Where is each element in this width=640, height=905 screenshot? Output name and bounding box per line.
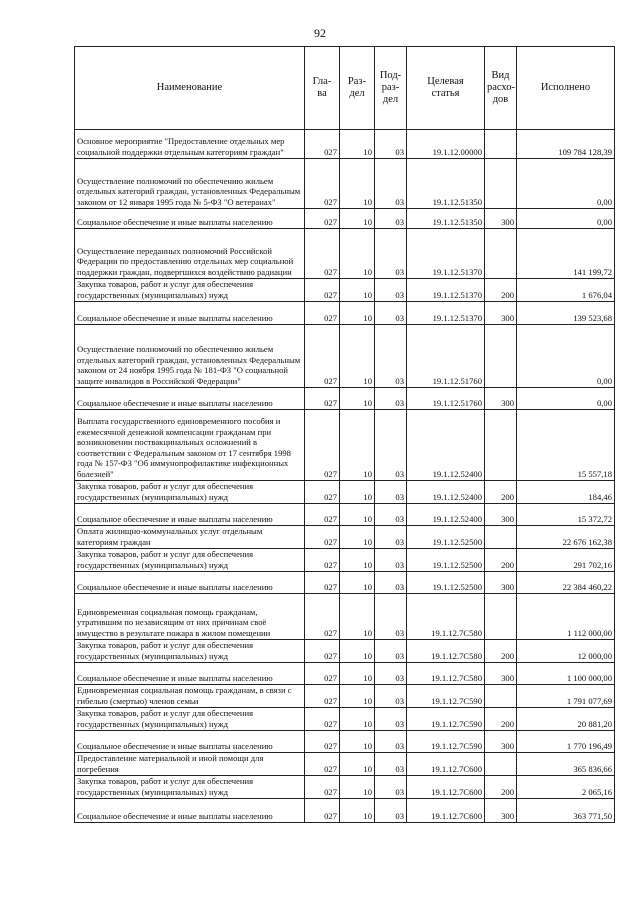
row-glava-cell: 027 xyxy=(305,799,340,823)
header-glava: Гла- ва xyxy=(305,47,340,130)
row-glava-cell: 027 xyxy=(305,279,340,302)
row-glava-cell: 027 xyxy=(305,481,340,504)
row-name-cell: Предоставление материальной и иной помощи для погребения xyxy=(75,753,305,776)
header-ispolneno: Исполнено xyxy=(517,47,615,130)
row-vid-cell: 200 xyxy=(485,279,517,302)
row-amount-cell: 1 100 000,00 xyxy=(517,663,615,685)
row-vid-cell: 300 xyxy=(485,388,517,410)
row-target-cell: 19.1.12.00000 xyxy=(407,130,485,159)
row-podrazdel-cell: 03 xyxy=(375,388,407,410)
row-target-cell: 19.1.12.51370 xyxy=(407,302,485,325)
row-amount-cell: 141 199,72 xyxy=(517,229,615,279)
row-vid-cell: 300 xyxy=(485,302,517,325)
row-name-cell: Закупка товаров, работ и услуг для обеспечения государственных (муниципальных) нужд xyxy=(75,776,305,799)
row-podrazdel-cell: 03 xyxy=(375,504,407,526)
row-target-cell: 19.1.12.7С600 xyxy=(407,753,485,776)
row-target-cell: 19.1.12.7С580 xyxy=(407,594,485,640)
row-vid-cell: 200 xyxy=(485,708,517,731)
row-podrazdel-cell: 03 xyxy=(375,731,407,753)
row-target-cell: 19.1.12.7С600 xyxy=(407,776,485,799)
row-razdel-cell: 10 xyxy=(340,526,375,549)
row-razdel-cell: 10 xyxy=(340,325,375,388)
row-amount-cell: 20 881,20 xyxy=(517,708,615,731)
row-vid-cell: 300 xyxy=(485,663,517,685)
row-razdel-cell: 10 xyxy=(340,731,375,753)
row-amount-cell: 2 065,16 xyxy=(517,776,615,799)
row-razdel-cell: 10 xyxy=(340,799,375,823)
row-name-cell: Единовременная социальная помощь гражданам, в связи с гибелью (смертью) членов семьи xyxy=(75,685,305,708)
table-row xyxy=(75,209,615,229)
row-vid-cell xyxy=(485,229,517,279)
table-row xyxy=(75,504,615,526)
table-header-row xyxy=(75,47,615,130)
row-podrazdel-cell: 03 xyxy=(375,302,407,325)
table-row xyxy=(75,481,615,504)
row-vid-cell xyxy=(485,753,517,776)
row-amount-cell: 22 676 162,38 xyxy=(517,526,615,549)
row-target-cell: 19.1.12.51350 xyxy=(407,209,485,229)
header-podrazdel: Под- раз- дел xyxy=(375,47,407,130)
row-amount-cell: 0,00 xyxy=(517,159,615,209)
row-glava-cell: 027 xyxy=(305,753,340,776)
row-glava-cell: 027 xyxy=(305,504,340,526)
row-razdel-cell: 10 xyxy=(340,481,375,504)
row-podrazdel-cell: 03 xyxy=(375,799,407,823)
row-podrazdel-cell: 03 xyxy=(375,640,407,663)
row-target-cell: 19.1.12.51760 xyxy=(407,325,485,388)
row-target-cell: 19.1.12.51370 xyxy=(407,229,485,279)
row-target-cell: 19.1.12.52400 xyxy=(407,481,485,504)
row-name-cell: Осуществление полномочий по обеспечению жильем отдельных категорий граждан, установленных Федеральным законом от 24 ноября 1995 года № 181-ФЗ "О социальной защите инвалидов в Российской Федерации" xyxy=(75,325,305,388)
row-glava-cell: 027 xyxy=(305,130,340,159)
row-podrazdel-cell: 03 xyxy=(375,549,407,572)
row-podrazdel-cell: 03 xyxy=(375,526,407,549)
row-glava-cell: 027 xyxy=(305,526,340,549)
row-name-cell: Осуществление переданных полномочий Российской Федерации по предоставлению отдельных мер социальной поддержки граждан, подвергшихся воздействию радиации xyxy=(75,229,305,279)
row-name-cell: Осуществление полномочий по обеспечению жильем отдельных категорий граждан, установленных Федеральным законом от 12 января 1995 года № 5-ФЗ "О ветеранах" xyxy=(75,159,305,209)
row-glava-cell: 027 xyxy=(305,572,340,594)
row-glava-cell: 027 xyxy=(305,229,340,279)
row-amount-cell: 0,00 xyxy=(517,209,615,229)
row-razdel-cell: 10 xyxy=(340,209,375,229)
row-vid-cell xyxy=(485,159,517,209)
row-podrazdel-cell: 03 xyxy=(375,130,407,159)
row-target-cell: 19.1.12.52500 xyxy=(407,572,485,594)
row-podrazdel-cell: 03 xyxy=(375,753,407,776)
row-razdel-cell: 10 xyxy=(340,159,375,209)
row-target-cell: 19.1.12.7С590 xyxy=(407,685,485,708)
row-amount-cell: 0,00 xyxy=(517,325,615,388)
table-row xyxy=(75,302,615,325)
header-tselevaya: Целевая статья xyxy=(407,47,485,130)
row-name-cell: Закупка товаров, работ и услуг для обеспечения государственных (муниципальных) нужд xyxy=(75,279,305,302)
row-vid-cell: 200 xyxy=(485,549,517,572)
row-razdel-cell: 10 xyxy=(340,572,375,594)
header-name: Наименование xyxy=(75,47,305,130)
row-name-cell: Закупка товаров, работ и услуг для обеспечения государственных (муниципальных) нужд xyxy=(75,549,305,572)
row-podrazdel-cell: 03 xyxy=(375,708,407,731)
row-podrazdel-cell: 03 xyxy=(375,594,407,640)
row-podrazdel-cell: 03 xyxy=(375,481,407,504)
table-row xyxy=(75,279,615,302)
row-razdel-cell: 10 xyxy=(340,229,375,279)
row-glava-cell: 027 xyxy=(305,209,340,229)
row-name-cell: Социальное обеспечение и иные выплаты населению xyxy=(75,209,305,229)
row-name-cell: Социальное обеспечение и иные выплаты населению xyxy=(75,731,305,753)
row-podrazdel-cell: 03 xyxy=(375,229,407,279)
row-amount-cell: 0,00 xyxy=(517,388,615,410)
row-vid-cell: 300 xyxy=(485,209,517,229)
row-podrazdel-cell: 03 xyxy=(375,663,407,685)
row-name-cell: Закупка товаров, работ и услуг для обеспечения государственных (муниципальных) нужд xyxy=(75,640,305,663)
row-name-cell: Закупка товаров, работ и услуг для обеспечения государственных (муниципальных) нужд xyxy=(75,481,305,504)
table-row xyxy=(75,229,615,279)
row-glava-cell: 027 xyxy=(305,549,340,572)
table-row xyxy=(75,799,615,823)
table-row xyxy=(75,708,615,731)
table-row xyxy=(75,594,615,640)
row-name-cell: Выплата государственного единовременного пособия и ежемесячной денежной компенсации гражданам при возникновении поствакцинальных осложнений в соответствии с Федеральным законом от 17 сентября 1998 года № 157-ФЗ "Об иммунопрофилактике инфекционных болезней" xyxy=(75,410,305,481)
row-glava-cell: 027 xyxy=(305,663,340,685)
row-razdel-cell: 10 xyxy=(340,302,375,325)
row-amount-cell: 109 784 128,39 xyxy=(517,130,615,159)
row-razdel-cell: 10 xyxy=(340,685,375,708)
row-glava-cell: 027 xyxy=(305,594,340,640)
row-vid-cell xyxy=(485,685,517,708)
row-target-cell: 19.1.12.51760 xyxy=(407,388,485,410)
row-razdel-cell: 10 xyxy=(340,549,375,572)
row-podrazdel-cell: 03 xyxy=(375,325,407,388)
table-row xyxy=(75,685,615,708)
row-glava-cell: 027 xyxy=(305,776,340,799)
row-name-cell: Оплата жилищно-коммунальных услуг отдельным категориям граждан xyxy=(75,526,305,549)
table-row xyxy=(75,549,615,572)
row-target-cell: 19.1.12.7С590 xyxy=(407,708,485,731)
table-row xyxy=(75,410,615,481)
row-name-cell: Единовременная социальная помощь гражданам, утратившим по независящим от них причинам своё имущество в результате пожара в жилом помещении xyxy=(75,594,305,640)
row-podrazdel-cell: 03 xyxy=(375,776,407,799)
table-row xyxy=(75,130,615,159)
row-vid-cell xyxy=(485,410,517,481)
row-razdel-cell: 10 xyxy=(340,279,375,302)
row-target-cell: 19.1.12.51370 xyxy=(407,279,485,302)
row-podrazdel-cell: 03 xyxy=(375,572,407,594)
row-target-cell: 19.1.12.52400 xyxy=(407,504,485,526)
row-vid-cell: 300 xyxy=(485,504,517,526)
row-glava-cell: 027 xyxy=(305,325,340,388)
row-vid-cell: 200 xyxy=(485,776,517,799)
row-name-cell: Социальное обеспечение и иные выплаты населению xyxy=(75,572,305,594)
row-target-cell: 19.1.12.7С580 xyxy=(407,663,485,685)
row-razdel-cell: 10 xyxy=(340,388,375,410)
row-vid-cell xyxy=(485,594,517,640)
row-amount-cell: 12 000,00 xyxy=(517,640,615,663)
row-target-cell: 19.1.12.7С600 xyxy=(407,799,485,823)
row-amount-cell: 1 791 077,69 xyxy=(517,685,615,708)
row-target-cell: 19.1.12.51350 xyxy=(407,159,485,209)
row-glava-cell: 027 xyxy=(305,685,340,708)
row-razdel-cell: 10 xyxy=(340,504,375,526)
row-podrazdel-cell: 03 xyxy=(375,410,407,481)
row-podrazdel-cell: 03 xyxy=(375,685,407,708)
row-glava-cell: 027 xyxy=(305,159,340,209)
row-name-cell: Социальное обеспечение и иные выплаты населению xyxy=(75,302,305,325)
row-amount-cell: 184,46 xyxy=(517,481,615,504)
row-amount-cell: 365 836,66 xyxy=(517,753,615,776)
row-amount-cell: 15 372,72 xyxy=(517,504,615,526)
row-name-cell: Закупка товаров, работ и услуг для обеспечения государственных (муниципальных) нужд xyxy=(75,708,305,731)
row-vid-cell xyxy=(485,526,517,549)
row-razdel-cell: 10 xyxy=(340,708,375,731)
row-razdel-cell: 10 xyxy=(340,594,375,640)
row-vid-cell xyxy=(485,325,517,388)
table-body xyxy=(75,130,615,823)
row-glava-cell: 027 xyxy=(305,388,340,410)
table-row xyxy=(75,526,615,549)
row-amount-cell: 15 557,18 xyxy=(517,410,615,481)
row-target-cell: 19.1.12.7С590 xyxy=(407,731,485,753)
row-name-cell: Социальное обеспечение и иные выплаты населению xyxy=(75,388,305,410)
page-number: 92 xyxy=(314,26,326,40)
table-row xyxy=(75,325,615,388)
table-row xyxy=(75,640,615,663)
row-name-cell: Социальное обеспечение и иные выплаты населению xyxy=(75,799,305,823)
table-row xyxy=(75,663,615,685)
header-vid: Вид расхо- дов xyxy=(485,47,517,130)
table-row xyxy=(75,753,615,776)
budget-table xyxy=(74,46,615,823)
row-name-cell: Основное мероприятие "Предоставление отдельных мер социальной поддержки отдельным категориям граждан" xyxy=(75,130,305,159)
row-glava-cell: 027 xyxy=(305,708,340,731)
row-glava-cell: 027 xyxy=(305,731,340,753)
row-target-cell: 19.1.12.52400 xyxy=(407,410,485,481)
row-glava-cell: 027 xyxy=(305,410,340,481)
row-vid-cell: 200 xyxy=(485,640,517,663)
row-razdel-cell: 10 xyxy=(340,640,375,663)
row-target-cell: 19.1.12.52500 xyxy=(407,526,485,549)
row-target-cell: 19.1.12.52500 xyxy=(407,549,485,572)
row-amount-cell: 1 112 000,00 xyxy=(517,594,615,640)
row-amount-cell: 1 770 196,49 xyxy=(517,731,615,753)
header-razdel: Раз- дел xyxy=(340,47,375,130)
row-razdel-cell: 10 xyxy=(340,753,375,776)
row-vid-cell: 200 xyxy=(485,481,517,504)
table-row xyxy=(75,731,615,753)
row-razdel-cell: 10 xyxy=(340,776,375,799)
row-amount-cell: 22 384 460,22 xyxy=(517,572,615,594)
row-podrazdel-cell: 03 xyxy=(375,279,407,302)
row-razdel-cell: 10 xyxy=(340,130,375,159)
row-name-cell: Социальное обеспечение и иные выплаты населению xyxy=(75,663,305,685)
row-target-cell: 19.1.12.7С580 xyxy=(407,640,485,663)
row-amount-cell: 139 523,68 xyxy=(517,302,615,325)
row-amount-cell: 1 676,04 xyxy=(517,279,615,302)
row-razdel-cell: 10 xyxy=(340,663,375,685)
row-vid-cell: 300 xyxy=(485,731,517,753)
table-row xyxy=(75,388,615,410)
table-row xyxy=(75,572,615,594)
row-vid-cell: 300 xyxy=(485,572,517,594)
row-glava-cell: 027 xyxy=(305,640,340,663)
row-podrazdel-cell: 03 xyxy=(375,159,407,209)
row-glava-cell: 027 xyxy=(305,302,340,325)
row-razdel-cell: 10 xyxy=(340,410,375,481)
row-podrazdel-cell: 03 xyxy=(375,209,407,229)
row-amount-cell: 363 771,50 xyxy=(517,799,615,823)
table-row xyxy=(75,776,615,799)
row-name-cell: Социальное обеспечение и иные выплаты населению xyxy=(75,504,305,526)
row-amount-cell: 291 702,16 xyxy=(517,549,615,572)
row-vid-cell xyxy=(485,130,517,159)
table-row xyxy=(75,159,615,209)
row-vid-cell: 300 xyxy=(485,799,517,823)
